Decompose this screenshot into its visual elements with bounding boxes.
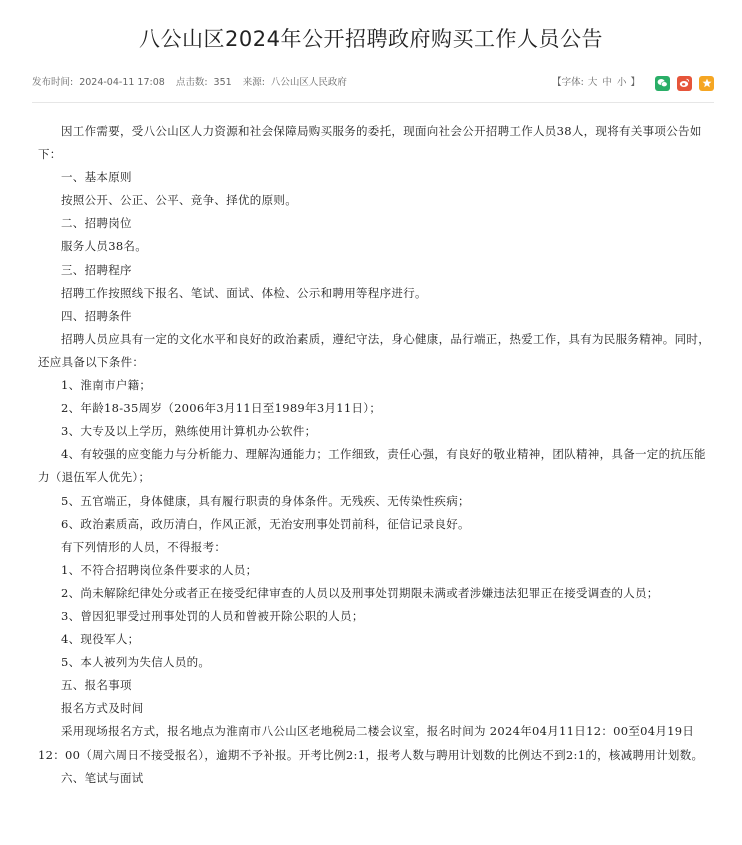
clicks-label: 点击数: [175,77,208,88]
body-paragraph: 4、现役军人； [61,632,140,647]
source-label: 来源: [242,77,265,88]
font-small-button[interactable]: 小 [616,77,627,88]
body-paragraph: 二、招聘岗位 [61,216,132,231]
body-paragraph: 四、招聘条件 [61,308,132,323]
body-paragraph: 一、基本原则 [61,170,132,185]
weibo-icon [679,78,690,88]
wechat-icon [657,78,668,88]
publish-time: 2024-04-11 17:08 [79,77,165,88]
body-paragraph: 1、淮南市户籍； [61,378,152,393]
body-paragraph: 招聘工作按照线下报名、笔试、面试、体检、公示和聘用等程序进行。 [61,285,427,300]
body-paragraph: 服务人员38名。 [61,239,148,254]
body-paragraph: 3、大专及以上学历，熟练使用计算机办公软件； [61,424,317,439]
favorite-button[interactable] [699,76,714,91]
font-medium-button[interactable]: 中 [602,77,612,88]
wechat-share-button[interactable] [655,76,670,91]
body-paragraph: 招聘人员应具有一定的文化水平和良好的政治素质，遵纪守法，身心健康，品行端正，热爱工作，具有为民服务精神。同时，还应具备以下条件： [38,331,710,369]
divider [32,102,714,103]
body-paragraph: 五、报名事项 [61,678,132,693]
publish-time-label: 发布时间: [32,77,74,88]
article-body [38,120,710,790]
body-paragraph: 2、年龄18-35周岁（2006年3月11日至1989年3月11日）； [61,401,382,416]
font-size-close: 】 [630,77,640,88]
font-size-control [552,75,640,91]
body-paragraph: 6、政治素质高，政历清白，作风正派，无治安刑事处罚前科，征信记录良好。 [61,516,470,531]
body-paragraph: 采用现场报名方式，报名地点为淮南市八公山区老地税局二楼会议室，报名时间为 2024年04月11日12：00至04月19日12：00（周六周日不接受报名），逾期不予补报。开考比例2:1，报考人数与聘用计划数的比例达不到2:1的，核减聘用计划数。 [38,724,704,762]
source-name: 八公山区人民政府 [270,77,347,88]
body-paragraph: 1、不符合招聘岗位条件要求的人员； [61,562,258,577]
body-paragraph: 三、招聘程序 [61,262,132,277]
meta-tools [552,73,714,93]
body-paragraph: 因工作需要，受八公山区人力资源和社会保障局购买服务的委托，现面向社会公开招聘工作人员38人，现将有关事项公告如下： [38,124,702,162]
body-paragraph: 2、尚未解除纪律处分或者正在接受纪律审查的人员以及刑事处罚期限未满或者涉嫌违法犯罪正在接受调查的人员； [61,585,659,600]
article-meta [32,75,714,91]
body-paragraph: 5、本人被列为失信人员的。 [61,655,211,670]
body-paragraph: 4、有较强的应变能力与分析能力、理解沟通能力；工作细致，责任心强，有良好的敬业精神，团队精神，具备一定的抗压能力（退伍军人优先）； [38,447,706,485]
body-paragraph: 3、曾因犯罪受过刑事处罚的人员和曾被开除公职的人员； [61,608,364,623]
font-size-label: 【字体: [552,77,584,88]
page-title: 八公山区2024年公开招聘政府购买工作人员公告 [139,27,603,51]
body-paragraph: 六、笔试与面试 [61,770,144,785]
body-paragraph: 按照公开、公正、公平、竞争、择优的原则。 [61,193,297,208]
body-paragraph: 报名方式及时间 [61,701,144,716]
star-icon [702,78,712,88]
weibo-share-button[interactable] [677,76,692,91]
body-paragraph: 5、五官端正，身体健康，具有履行职责的身体条件。无残疾、无传染性疾病； [61,493,470,508]
click-count: 351 [213,77,232,88]
font-large-button[interactable]: 大 [587,77,598,88]
body-paragraph: 有下列情形的人员，不得报考： [61,539,227,554]
